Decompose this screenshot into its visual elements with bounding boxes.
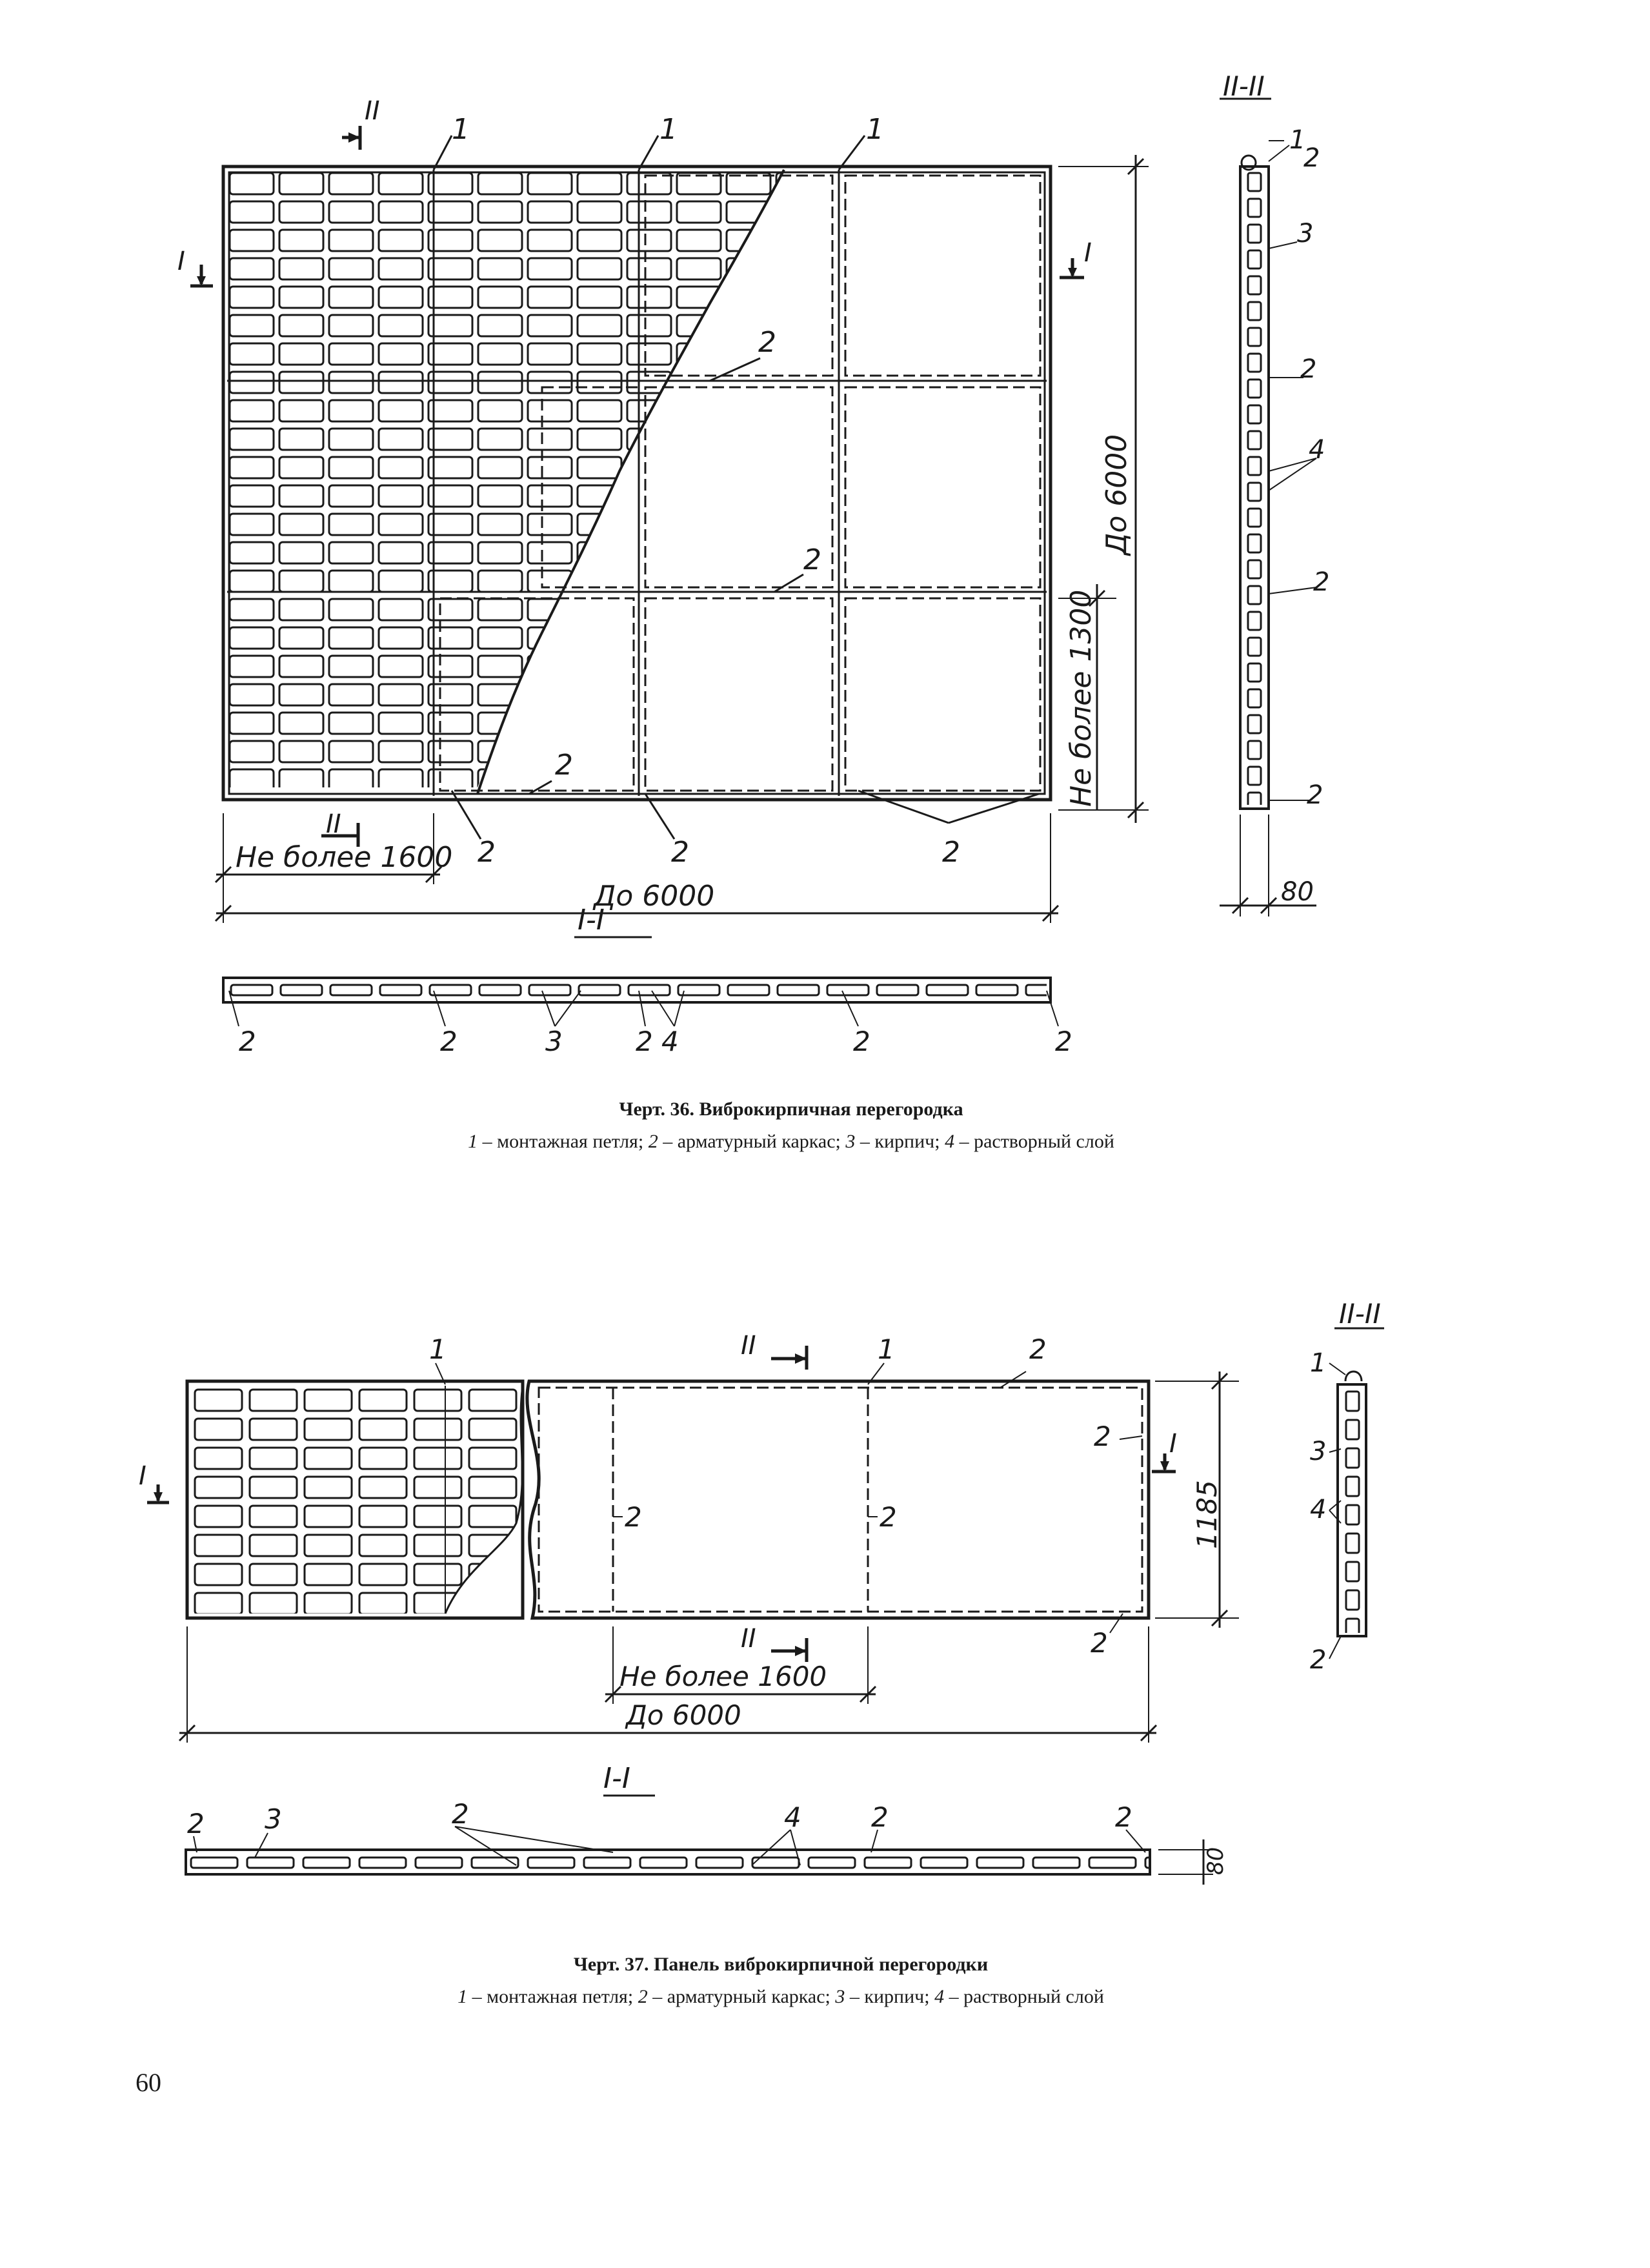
fig36-legend-t2: арматурный каркас; bbox=[677, 1131, 841, 1152]
fig36-s1-callout-2a: 2 bbox=[239, 1026, 256, 1057]
fig37-dim-width: До 6000 bbox=[626, 1699, 741, 1731]
fig36-dim-height: До 6000 bbox=[1100, 434, 1133, 555]
fig36-s1-callout-2c: 2 bbox=[636, 1026, 653, 1057]
fig36-s2-callout-3: 3 bbox=[1297, 219, 1314, 248]
fig36-s2-callout-2d: 2 bbox=[1307, 780, 1323, 810]
fig37-s1-callout-4: 4 bbox=[784, 1801, 801, 1833]
fig37-s2-callout-3: 3 bbox=[1310, 1437, 1327, 1466]
fig36-s2-callout-4: 4 bbox=[1309, 435, 1325, 465]
fig37-section2-title: II-II bbox=[1339, 1298, 1381, 1330]
fig37-legend-t2: арматурный каркас; bbox=[667, 1986, 830, 2007]
fig37-caption-legend: 1 – монтажная петля; 2 – арматурный каркас; 3 – кирпич; 4 – растворный слой bbox=[458, 1986, 1104, 2007]
fig36-caption-title: Черт. 36. Виброкирпичная перегородка bbox=[619, 1099, 963, 1120]
fig37-legend-n4: 4 bbox=[934, 1986, 945, 2007]
fig37-s1-callout-2d: 2 bbox=[1115, 1801, 1132, 1833]
fig37-s2-callout-2: 2 bbox=[1310, 1645, 1327, 1675]
fig37-dim-height: 1185 bbox=[1191, 1480, 1223, 1549]
fig37-callout-2e: 2 bbox=[1091, 1627, 1108, 1659]
fig37-s1-callout-2a: 2 bbox=[187, 1808, 205, 1839]
fig36-callout-2c: 2 bbox=[555, 749, 573, 782]
fig37-s1-callout-3: 3 bbox=[265, 1803, 282, 1835]
fig36-section1-marker-right: I bbox=[1084, 238, 1092, 268]
fig36-dim-module-width: Не более 1600 bbox=[236, 841, 453, 874]
fig37-section-1 bbox=[186, 1796, 1213, 1885]
fig36-caption-legend: 1 – монтажная петля; 2 – арматурный каркас; 3 – кирпич; 4 – растворный слой bbox=[468, 1131, 1114, 1152]
fig36-legend-t4: растворный слой bbox=[974, 1131, 1114, 1152]
fig37-callout-2d: 2 bbox=[880, 1501, 897, 1533]
fig36-s1-callout-4: 4 bbox=[661, 1026, 679, 1057]
fig37-s1-callout-2b: 2 bbox=[452, 1798, 469, 1830]
fig36-callout-1a: 1 bbox=[452, 113, 470, 146]
fig37-legend-n3: 3 bbox=[835, 1986, 845, 2007]
fig36-s1-callout-3: 3 bbox=[545, 1026, 563, 1057]
fig36-section-1 bbox=[223, 937, 1058, 1026]
fig37-legend-n2: 2 bbox=[638, 1986, 648, 2007]
fig36-callout-2b: 2 bbox=[803, 543, 821, 576]
fig36-s2-callout-2c: 2 bbox=[1313, 567, 1330, 597]
fig36-legend-n2: 2 bbox=[648, 1131, 658, 1152]
fig37-callout-2a: 2 bbox=[1029, 1333, 1047, 1365]
fig37-section1-marker-right: I bbox=[1169, 1429, 1177, 1459]
fig36-legend-n1: 1 bbox=[468, 1131, 478, 1152]
fig37-elevation bbox=[147, 1346, 1176, 1662]
fig37-section1-marker-left: I bbox=[139, 1461, 146, 1491]
fig36-dim-module-height: Не более 1300 bbox=[1065, 589, 1098, 807]
fig36-section2-marker-bottom: II bbox=[326, 809, 341, 839]
fig37-callout-1a: 1 bbox=[429, 1333, 447, 1365]
fig37-section2-marker-top: II bbox=[741, 1331, 756, 1361]
fig36-s1-callout-2d: 2 bbox=[853, 1026, 870, 1057]
fig36-dim-thickness: 80 bbox=[1281, 877, 1314, 907]
fig37-legend-t4: растворный слой bbox=[963, 1986, 1104, 2007]
fig36-section1-marker-left: I bbox=[177, 247, 185, 276]
fig37-caption-title: Черт. 37. Панель виброкирпичной перегородки bbox=[573, 1954, 989, 1975]
fig36-s1-callout-2e: 2 bbox=[1055, 1026, 1072, 1057]
fig37-s2-callout-1: 1 bbox=[1310, 1348, 1327, 1378]
fig37-legend-t3: кирпич; bbox=[864, 1986, 930, 2007]
fig37-section1-title: I-I bbox=[603, 1762, 630, 1795]
fig36-legend-t3: кирпич; bbox=[874, 1131, 940, 1152]
fig37-callout-2b: 2 bbox=[1094, 1421, 1111, 1452]
fig37-callout-1b: 1 bbox=[878, 1333, 895, 1365]
fig36-section2-title: II-II bbox=[1223, 70, 1265, 102]
fig36-s1-callout-2b: 2 bbox=[440, 1026, 458, 1057]
page-number: 60 bbox=[136, 2068, 161, 2097]
fig36-callout-2d: 2 bbox=[478, 836, 496, 869]
fig37-callout-2c: 2 bbox=[625, 1501, 642, 1533]
fig36-s2-callout-2a: 2 bbox=[1303, 143, 1320, 173]
fig37-s1-callout-2c: 2 bbox=[871, 1801, 889, 1833]
fig36-elevation bbox=[190, 126, 1149, 923]
fig36-callout-2a: 2 bbox=[758, 326, 776, 359]
fig37-section-2 bbox=[1329, 1328, 1384, 1659]
fig37-s2-callout-4: 4 bbox=[1310, 1495, 1327, 1524]
fig37-dim-module-width: Не более 1600 bbox=[619, 1661, 827, 1692]
fig36-s2-callout-2b: 2 bbox=[1300, 354, 1317, 384]
fig37-legend-t1: монтажная петля; bbox=[487, 1986, 634, 2007]
fig36-section1-title: I-I bbox=[578, 904, 605, 937]
fig37-dim-thickness: 80 bbox=[1203, 1847, 1229, 1875]
fig36-s2-callout-1: 1 bbox=[1289, 125, 1306, 155]
fig37-section2-marker-bottom: II bbox=[741, 1624, 756, 1654]
fig36-callout-2f: 2 bbox=[942, 836, 960, 869]
fig36-callout-1c: 1 bbox=[866, 113, 884, 146]
fig36-section2-marker-top: II bbox=[365, 96, 380, 126]
fig36-legend-t1: монтажная петля; bbox=[497, 1131, 644, 1152]
fig36-callout-1b: 1 bbox=[659, 113, 678, 146]
fig36-callout-2e: 2 bbox=[671, 836, 689, 869]
fig36-legend-n3: 3 bbox=[845, 1131, 856, 1152]
fig37-legend-n1: 1 bbox=[458, 1986, 468, 2007]
fig36-dim-width: До 6000 bbox=[594, 880, 715, 913]
fig36-legend-n4: 4 bbox=[945, 1131, 955, 1152]
